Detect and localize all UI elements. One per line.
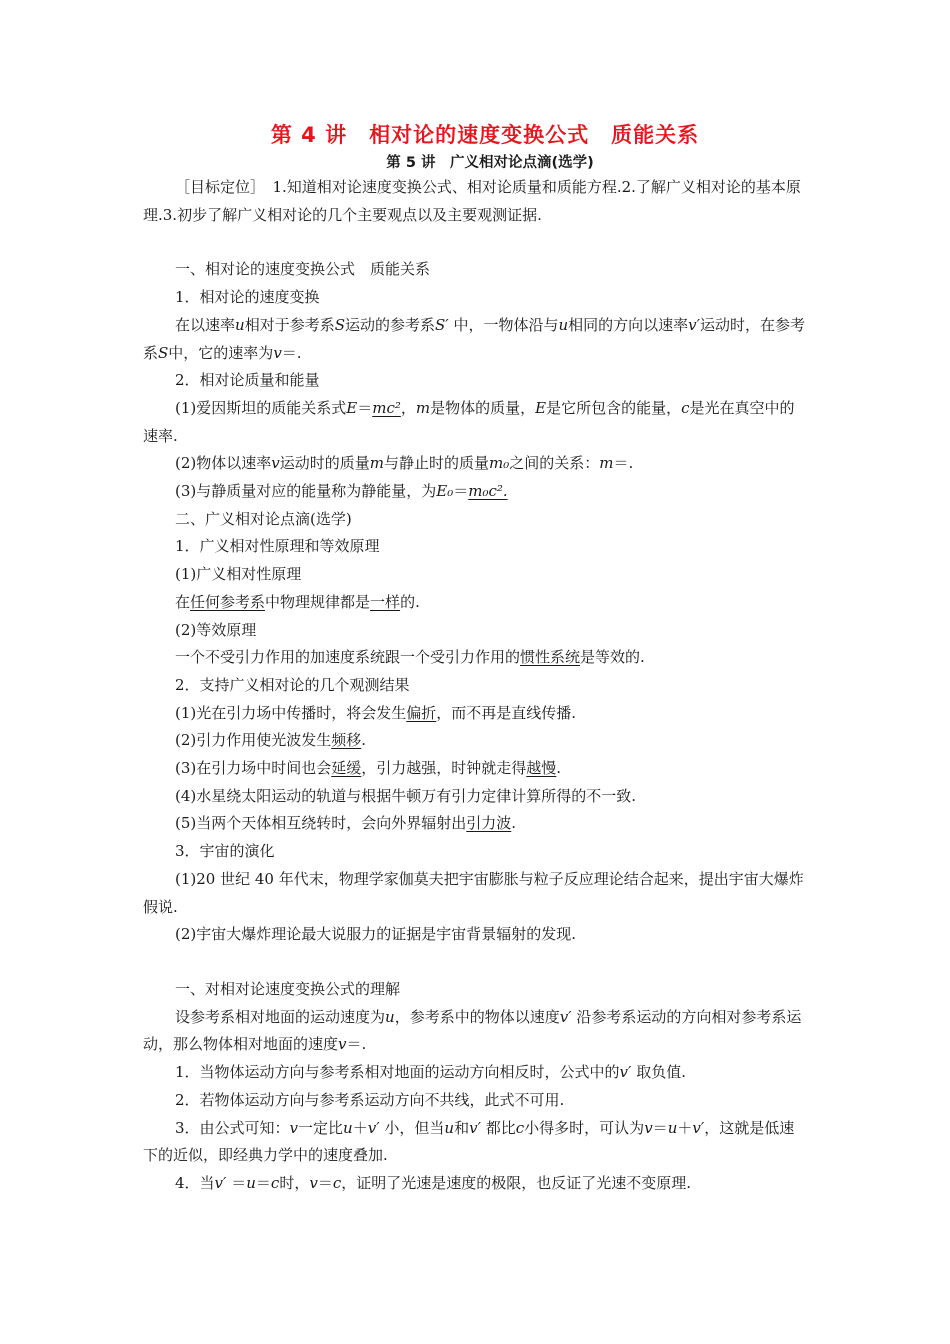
section-heading: 一、相对论的速度变换公式 质能关系 <box>175 260 431 279</box>
subsection-heading: 3．宇宙的演化 <box>175 842 275 861</box>
velocity-transform-paragraph: 在以速率u相对于参考系S运动的参考系S′ 中，一物体沿与u相同的方向以速率v′运动时，在参考系S中，它的速率为v＝. <box>143 315 806 362</box>
spacer <box>143 949 807 976</box>
learning-goals: ［目标定位］ 1.知道相对论速度变换公式、相对论质量和质能方程.2.了解广义相对论的基本原理.3.初步了解广义相对论的几个主要观点以及主要观测证据. <box>143 178 801 224</box>
list-item: (3)在引力场中时间也会延缓，引力越强，时钟就走得越慢. <box>175 759 562 778</box>
list-item: 2．若物体运动方向与参考系运动方向不共线，此式不可用. <box>175 1090 565 1109</box>
list-item: (1)20 世纪 40 年代末，物理学家伽莫夫把宇宙膨胀与粒子反应理论结合起来，提出宇宙大爆炸假说. <box>143 869 804 916</box>
subsection-heading: 2．相对论质量和能量 <box>175 371 320 390</box>
list-item: (2)等效原理 <box>175 620 257 639</box>
list-item: 一个不受引力作用的加速度系统跟一个受引力作用的惯性系统是等效的. <box>175 648 645 667</box>
list-item: 1．当物体运动方向与参考系相对地面的运动方向相反时，公式中的v′ 取负值. <box>175 1063 686 1082</box>
relativistic-mass-paragraph: (2)物体以速率v运动时的质量m与静止时的质量m₀之间的关系：m＝. <box>175 454 634 473</box>
subsection-heading: 1．广义相对性原理和等效原理 <box>175 537 380 556</box>
document-body <box>143 118 807 1198</box>
section-heading: 一、对相对论速度变换公式的理解 <box>175 979 401 998</box>
list-item: (2)宇宙大爆炸理论最大说服力的证据是宇宙背景辐射的发现. <box>175 925 577 944</box>
list-item: 4．当v′ ＝u＝c时，v＝c，证明了光速是速度的极限，也反证了光速不变原理. <box>175 1173 692 1192</box>
list-item: (4)水星绕太阳运动的轨道与根据牛顿万有引力定律计算所得的不一致. <box>175 786 637 805</box>
mass-energy-paragraph: (1)爱因斯坦的质能关系式E＝mc²，m是物体的质量，E是它所包含的能量，c是光在真空中的速率. <box>143 398 795 445</box>
list-item: (1)广义相对性原理 <box>175 565 302 584</box>
list-item: 3．由公式可知：v一定比u＋v′ 小，但当u和v′ 都比c小得多时，可认为v＝u＋v′，这就是低速下的近似，即经典力学中的速度叠加. <box>143 1118 795 1165</box>
subsection-heading: 2．支持广义相对论的几个观测结果 <box>175 675 410 694</box>
section-heading: 二、广义相对论点滴(选学) <box>175 509 352 528</box>
list-item: 在任何参考系中物理规律都是一样的. <box>175 592 420 611</box>
explanation-paragraph: 设参考系相对地面的运动速度为u，参考系中的物体以速度v′ 沿参考系运动的方向相对参考系运动，那么物体相对地面的速度v＝. <box>143 1007 802 1054</box>
rest-energy-paragraph: (3)与静质量对应的能量称为静能量，为E₀＝m₀c². <box>175 482 508 501</box>
list-item: (2)引力作用使光波发生频移. <box>175 731 367 750</box>
list-item: (5)当两个天体相互绕转时，会向外界辐射出引力波. <box>175 814 517 833</box>
page-title: 第 4 讲 相对论的速度变换公式 质能关系 <box>270 123 700 147</box>
subsection-heading: 1．相对论的速度变换 <box>175 288 320 307</box>
spacer <box>143 229 807 256</box>
list-item: (1)光在引力场中传播时，将会发生偏折，而不再是直线传播. <box>175 703 577 722</box>
page-subtitle: 第 5 讲 广义相对论点滴(选学) <box>386 155 594 171</box>
